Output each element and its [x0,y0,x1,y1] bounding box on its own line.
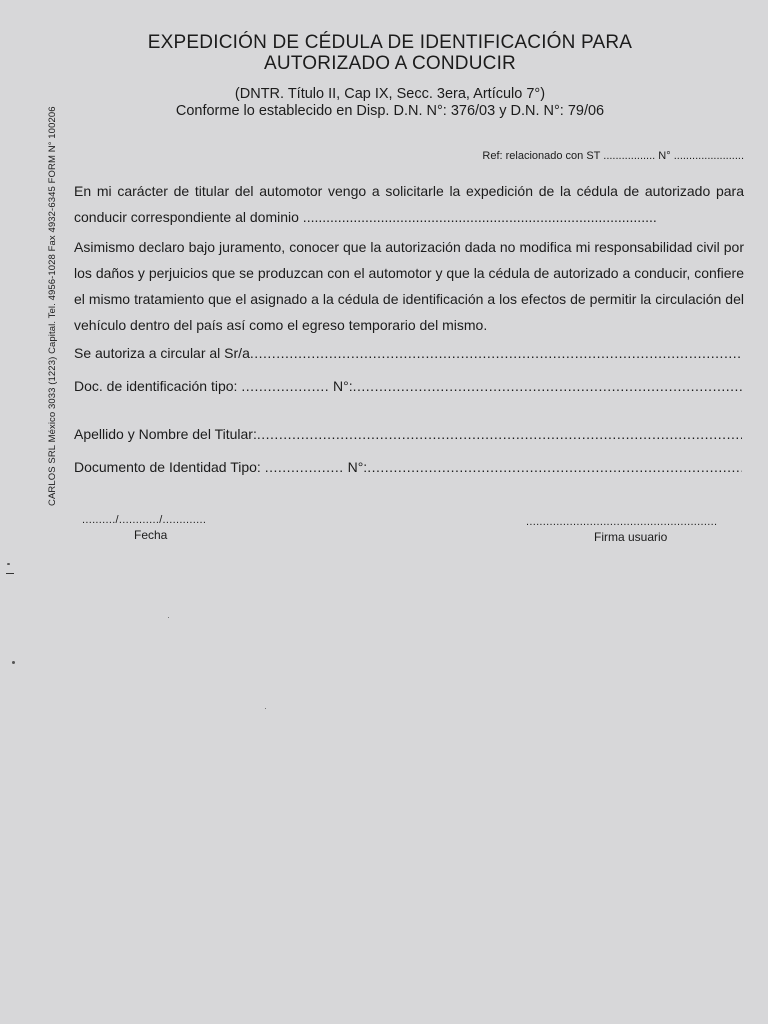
declaration-paragraph: Asimismo declaro bajo juramento, conocer que la autorización dada no modifica mi responsabilidad civil por los daños y perjuicios que se produzcan con el automotor y que la cédula de autorizado a conducir, confiere el mismo tratamiento que el asignado a la cédula de identificación a los efectos de permitir la circulación del vehículo dentro del país así como el egreso temporario del mismo. [74,239,744,333]
owner-document-type-label: Documento de Identidad Tipo: [74,459,261,475]
id-document-type-blank[interactable]: .................... [241,378,330,394]
title-line-1: EXPEDICIÓN DE CÉDULA DE IDENTIFICACIÓN PARA [147,32,633,53]
authorized-person-blank[interactable] [250,344,742,362]
scan-speck [265,708,266,709]
id-document-number-blank[interactable] [353,377,742,395]
subtitle-line-2: Conforme lo establecido en Disp. D.N. N°: 376/03 y D.N. N°: 79/06 [175,103,605,119]
reference-line [482,150,744,162]
signature-blank[interactable]: ......................................................... [526,516,718,528]
form-title [60,32,720,74]
id-document-number-label: N°: [333,378,353,394]
owner-name-field [74,425,742,443]
owner-name-label: Apellido y Nombre del Titular: [74,426,257,442]
scan-speck [7,563,10,565]
authorized-person-label: Se autoriza a circular al Sr/a [74,345,250,361]
owner-document-field [74,458,742,476]
subtitle-line-1: (DNTR. Título II, Cap IX, Secc. 3era, Artículo 7°) [234,86,546,102]
owner-name-blank[interactable] [257,425,742,443]
date-label: Fecha [134,528,168,542]
ref-st-blank[interactable]: ................. [603,150,656,162]
id-document-field [74,377,742,395]
signature-label: Firma usuario [594,530,668,544]
scan-speck [168,617,169,618]
form-subtitle [60,86,720,120]
scan-mark [6,573,14,574]
scan-speck [12,661,15,664]
authorized-person-field [74,344,742,362]
date-blank[interactable]: ........../............/............. [82,514,207,526]
ref-label: Ref: relacionado con ST [482,150,601,162]
printer-side-imprint: CARLOS SRL México 3033 (1223) Capital. Tel. 4956-1028 Fax 4932-6345 FORM N° 100206 [47,106,58,506]
request-paragraph: En mi carácter de titular del automotor vengo a solicitarle la expedición de la cédula de autorizado para conducir correspondiente al dominio ........................................................................................... [74,183,744,225]
ref-number-blank[interactable]: ....................... [673,150,744,162]
title-line-2: AUTORIZADO A CONDUCIR [264,53,516,74]
owner-document-number-blank[interactable] [367,458,742,476]
id-document-type-label: Doc. de identificación tipo: [74,378,238,394]
ref-number-label: N° [658,150,671,162]
owner-document-type-blank[interactable]: .................. [264,459,344,475]
owner-document-number-label: N°: [347,459,368,475]
